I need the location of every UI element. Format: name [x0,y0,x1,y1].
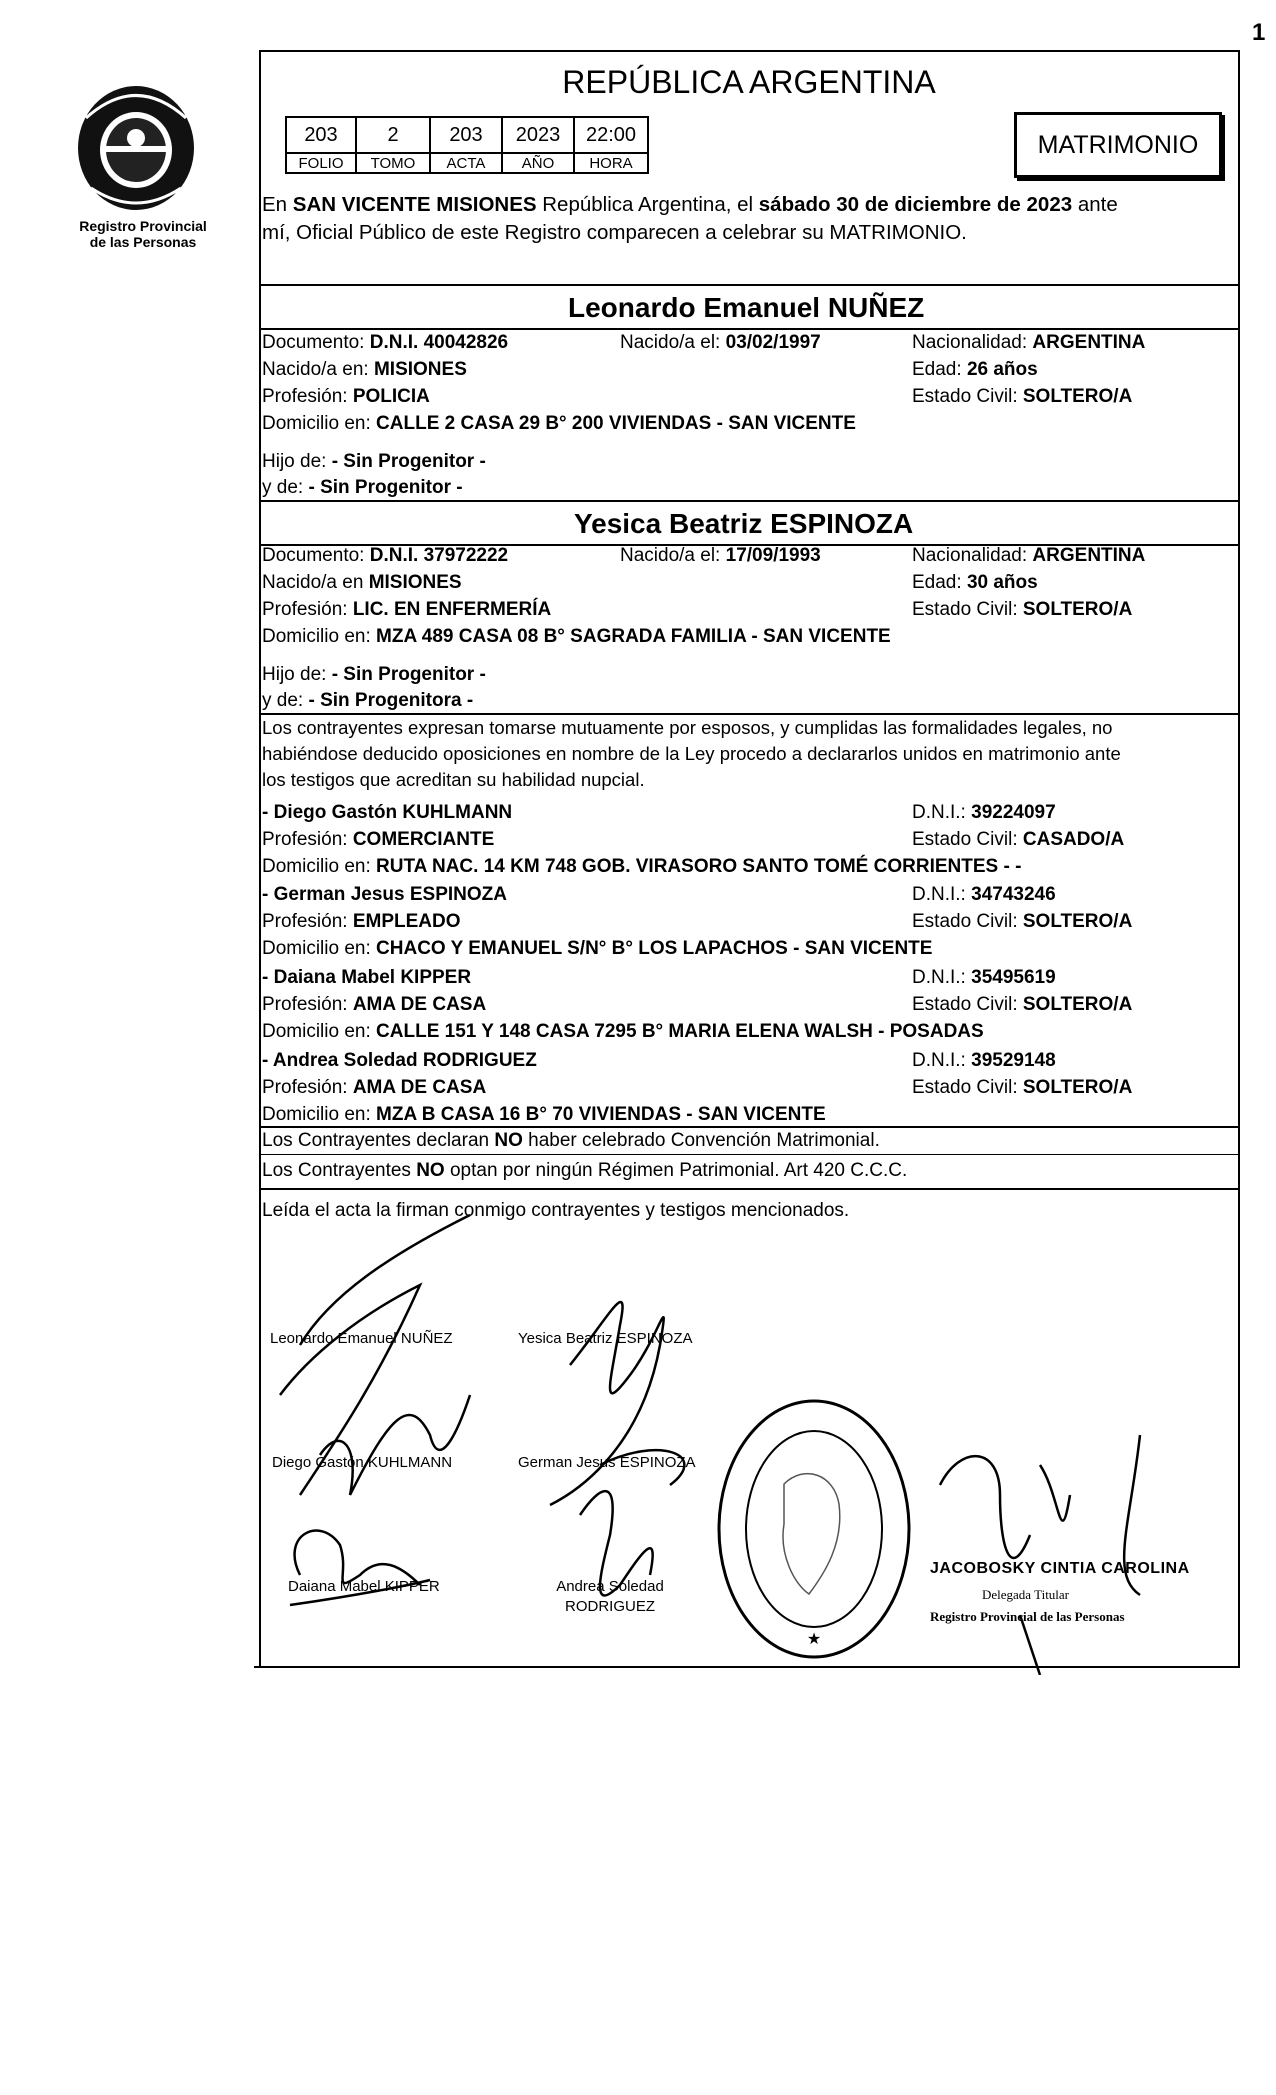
declaration-line-3: los testigos que acreditan su habilidad nupcial. [262,769,645,790]
spouse-1-age: Edad: 26 años [912,359,1038,380]
spouse-2-nationality: Nacionalidad: ARGENTINA [912,545,1146,566]
folio-value: 203 [286,117,356,153]
signature-label-spouse-1: Leonardo Emanuel NUÑEZ [270,1330,453,1347]
witness-2-address: Domicilio en: CHACO Y EMANUEL S/N° B° LOS LAPACHOS - SAN VICENTE [262,938,933,959]
signature-spouse-2 [550,1302,684,1505]
witness-4-profession: Profesión: AMA DE CASA [262,1077,487,1098]
witness-2-name: - German Jesus ESPINOZA [262,884,507,905]
spouse-2-age: Edad: 30 años [912,572,1038,593]
spouse-1-name: Leonardo Emanuel NUÑEZ [568,292,925,323]
convention-line-2: Los Contrayentes NO optan por ningún Régimen Patrimonial. Art 420 C.C.C. [262,1160,908,1181]
signature-witness-2 [580,1491,653,1595]
frame-right [1238,50,1240,1668]
official-title: Delegada Titular [982,1587,1070,1602]
acta-label: ACTA [430,153,502,173]
witness-3-address: Domicilio en: CALLE 151 Y 148 CASA 7295 B° MARIA ELENA WALSH - POSADAS [262,1021,984,1042]
tomo-value: 2 [356,117,430,153]
tomo-label: TOMO [356,153,430,173]
witness-1-name: - Diego Gastón KUHLMANN [262,802,513,823]
spouse-1-profession: Profesión: POLICIA [262,386,430,407]
signature-label-witness-2: German Jesus ESPINOZA [518,1454,696,1471]
spouse-2-name: Yesica Beatriz ESPINOZA [574,508,914,539]
registry-seal [714,1394,914,1664]
signature-witness-3 [290,1531,430,1605]
page-number: 1 [1252,19,1266,46]
spouse-1-parent-2: y de: - Sin Progenitor - [262,477,463,498]
intro-line-2: mí, Oficial Público de este Registro comparecen a celebrar su MATRIMONIO. [262,221,967,244]
witness-3-civil: Estado Civil: SOLTERO/A [912,994,1133,1015]
witness-3-profession: Profesión: AMA DE CASA [262,994,487,1015]
witness-2-profession: Profesión: EMPLEADO [262,911,461,932]
witness-2-dni: D.N.I.: 34743246 [912,884,1056,905]
divider-declaration [259,713,1240,715]
signature-official [940,1435,1140,1675]
intro-right-border [1238,190,1240,230]
witness-4-address: Domicilio en: MZA B CASA 16 B° 70 VIVIENDAS - SAN VICENTE [262,1104,826,1125]
seal-icon [714,1394,914,1664]
svg-text:★: ★ [806,1631,822,1648]
closing-text: Leída el acta la firman conmigo contrayentes y testigos mencionados. [262,1200,850,1221]
witness-4-civil: Estado Civil: SOLTERO/A [912,1077,1133,1098]
divider-convention-lines [259,1154,1240,1155]
witness-3-name: - Daiana Mabel KIPPER [262,967,472,988]
spouse-1-parent-1: Hijo de: - Sin Progenitor - [262,451,486,472]
witness-1-dni: D.N.I.: 39224097 [912,802,1056,823]
witness-4-dni: D.N.I.: 39529148 [912,1050,1056,1071]
act-type-box: MATRIMONIO [1014,112,1222,178]
signature-label-witness-1: Diego Gastón KUHLMANN [272,1454,453,1471]
spouse-2-address: Domicilio en: MZA 489 CASA 08 B° SAGRADA FAMILIA - SAN VICENTE [262,626,891,647]
spouse-2-civil-status: Estado Civil: SOLTERO/A [912,599,1133,620]
folio-label: FOLIO [286,153,356,173]
convention-line-1: Los Contrayentes declaran NO haber celebrado Convención Matrimonial. [262,1130,880,1151]
divider-conventions [259,1126,1240,1128]
witness-1-profession: Profesión: COMERCIANTE [262,829,495,850]
document-title: REPÚBLICA ARGENTINA [562,64,936,100]
spouse-2-birthplace: Nacido/a en MISIONES [262,572,462,593]
logo-caption-1: Registro Provincial [79,218,207,234]
spouse-1-nationality: Nacionalidad: ARGENTINA [912,332,1146,353]
acta-value: 203 [430,117,502,153]
signature-label-spouse-2: Yesica Beatriz ESPINOZA [518,1330,693,1347]
divider-spouse-1 [259,284,1240,286]
witness-3-dni: D.N.I.: 35495619 [912,967,1056,988]
coat-of-arms-icon [66,78,206,218]
witness-1-civil: Estado Civil: CASADO/A [912,829,1125,850]
spouse-1-address: Domicilio en: CALLE 2 CASA 29 B° 200 VIVIENDAS - SAN VICENTE [262,413,856,434]
intro-line-1: En SAN VICENTE MISIONES República Argentina, el sábado 30 de diciembre de 2023 ante [262,193,1118,216]
anio-value: 2023 [502,117,574,153]
spouse-1-born: Nacido/a el: 03/02/1997 [620,332,821,353]
header-fields [285,116,649,174]
logo-caption-2: de las Personas [89,234,197,250]
signature-label-witness-4b: RODRIGUEZ [565,1598,655,1615]
hora-value: 22:00 [574,117,648,153]
spouse-2-parent-2: y de: - Sin Progenitora - [262,690,474,711]
witness-4-name: - Andrea Soledad RODRIGUEZ [262,1050,537,1071]
signature-label-witness-3: Daiana Mabel KIPPER [288,1578,440,1595]
witness-1-address: Domicilio en: RUTA NAC. 14 KM 748 GOB. VIRASORO SANTO TOMÉ CORRIENTES - - [262,856,1022,877]
official-organization: Registro Provincial de las Personas [930,1609,1125,1624]
declaration-line-2: habiéndose deducido oposiciones en nombre de la Ley procedo a declararlos unidos en matrimonio ante [262,743,1121,764]
anio-label: AÑO [502,153,574,173]
divider-closing [259,1188,1240,1190]
spouse-2-doc: Documento: D.N.I. 37972222 [262,545,509,566]
divider-spouse-1-data [259,328,1240,330]
spouse-2-parent-1: Hijo de: - Sin Progenitor - [262,664,486,685]
signature-spouse-1 [280,1215,470,1495]
province-logo [66,78,206,218]
divider-spouse-2 [259,500,1240,502]
declaration-line-1: Los contrayentes expresan tomarse mutuamente por esposos, y cumplidas las formalidades legales, no [262,717,1113,738]
spouse-1-doc: Documento: D.N.I. 40042826 [262,332,509,353]
frame-top [259,50,1240,52]
spouse-1-civil-status: Estado Civil: SOLTERO/A [912,386,1133,407]
spouse-1-birthplace: Nacido/a en: MISIONES [262,359,467,380]
official-name: JACOBOSKY CINTIA CAROLINA [930,1560,1190,1577]
spouse-2-born: Nacido/a el: 17/09/1993 [620,545,821,566]
signature-label-witness-4a: Andrea Soledad [556,1578,664,1595]
witness-2-civil: Estado Civil: SOLTERO/A [912,911,1133,932]
hora-label: HORA [574,153,648,173]
spouse-2-profession: Profesión: LIC. EN ENFERMERÍA [262,599,552,620]
